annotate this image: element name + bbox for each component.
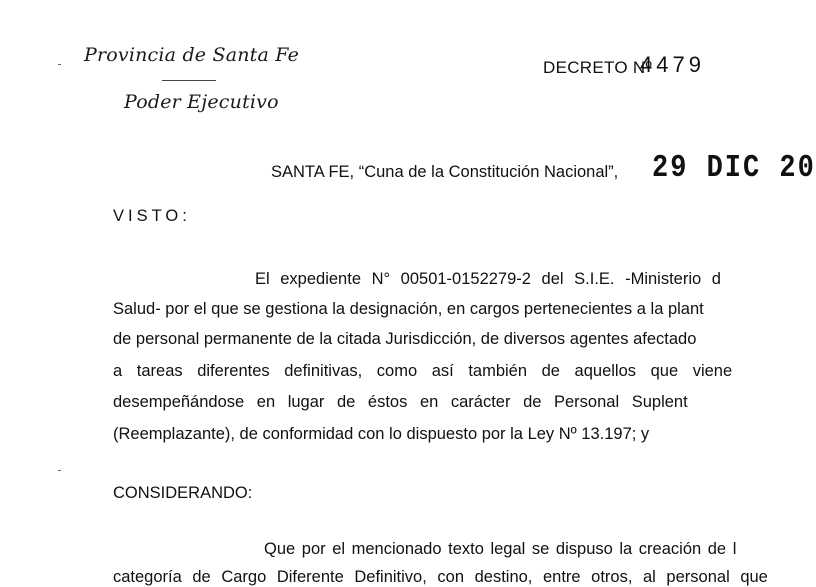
date-stamp: 29 DIC 20 (652, 152, 816, 187)
letterhead-branch: Poder Ejecutivo (124, 91, 279, 113)
decree-number: 4479 (640, 52, 705, 77)
letterhead-divider (162, 80, 216, 81)
considerando-heading: CONSIDERANDO: (113, 484, 253, 502)
visto-heading: VISTO: (113, 207, 191, 225)
visto-line: a tareas diferentes definitivas, como así también de aquellos que viene (113, 362, 733, 380)
letterhead-province: Provincia de Santa Fe (84, 44, 300, 66)
visto-line: El expediente N° 00501-0152279-2 del S.I.E. -Ministerio d (255, 270, 721, 288)
visto-line: de personal permanente de la citada Jurisdicción, de diversos agentes afectado (113, 330, 697, 348)
city-line: SANTA FE, “Cuna de la Constitución Nacional”, (271, 163, 619, 181)
considerando-line: categoría de Cargo Diferente Definitivo, con destino, entre otros, al personal que (113, 568, 768, 586)
considerando-line: Que por el mencionado texto legal se dispuso la creación de l (264, 540, 737, 558)
visto-line: Salud- por el que se gestiona la designación, en cargos pertenecientes a la plant (113, 300, 704, 318)
visto-line: desempeñándose en lugar de éstos en carácter de Personal Suplent (113, 393, 688, 411)
decree-label: DECRETO Nº (543, 58, 653, 77)
scan-speck (58, 470, 61, 471)
visto-line: (Reemplazante), de conformidad con lo dispuesto por la Ley Nº 13.197; y (113, 425, 650, 443)
scan-speck (58, 64, 61, 65)
